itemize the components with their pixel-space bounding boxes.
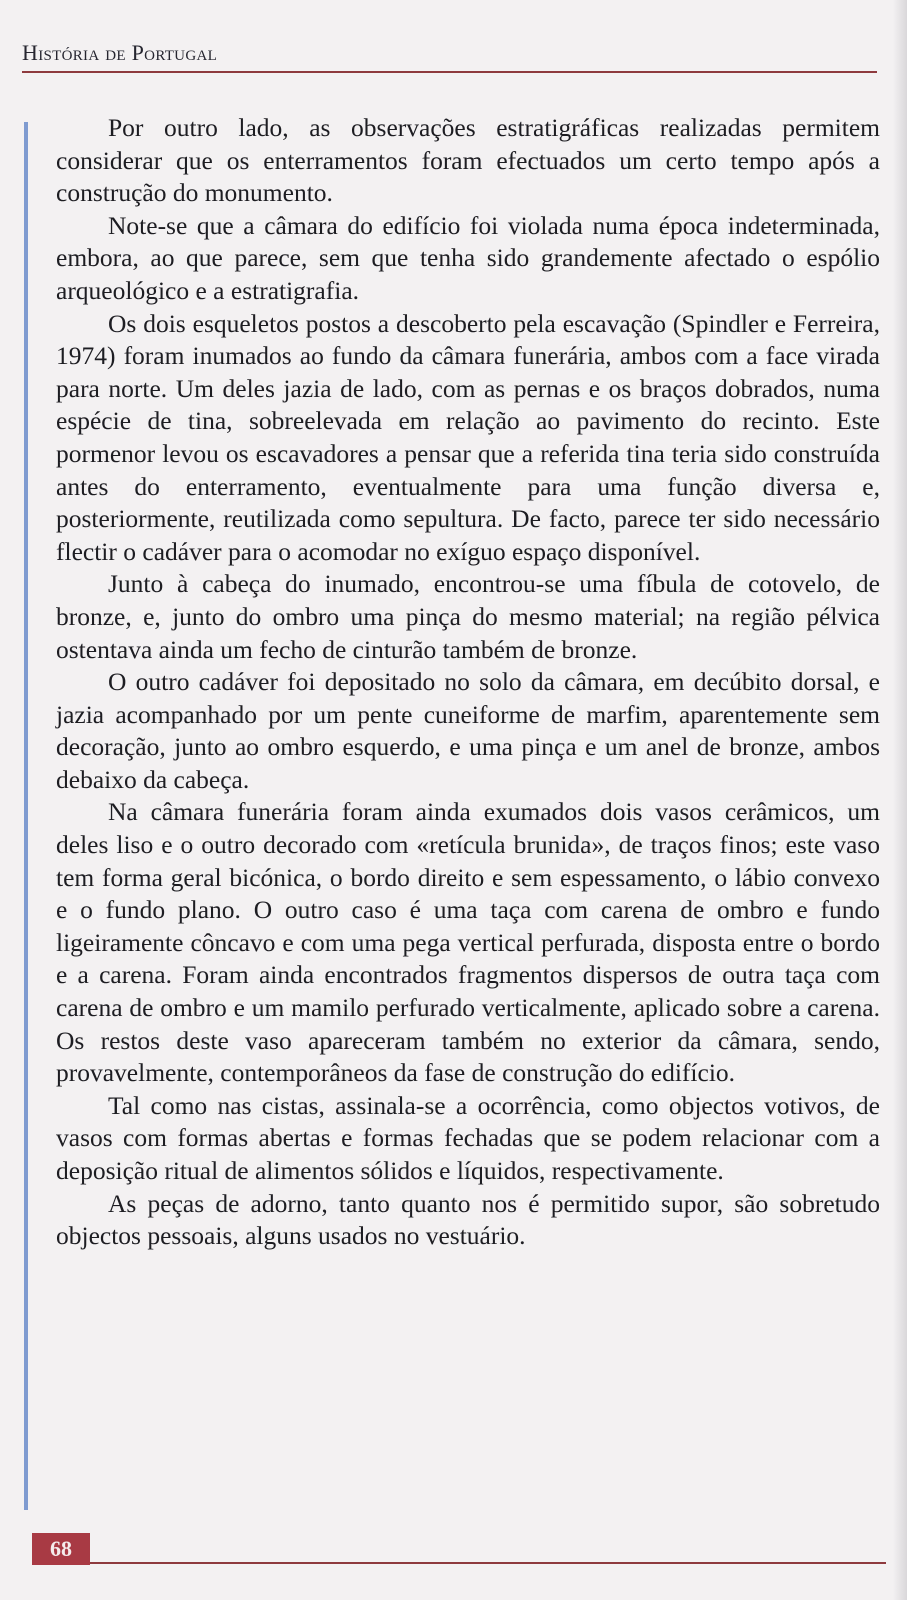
paragraph: Tal como nas cistas, assinala-se a ocorrência, como objectos votivos, de vasos com formas abertas e formas fechadas que se podem relacionar com a deposição ritual de alimentos sólidos e líquidos, respectivamente. bbox=[56, 1090, 880, 1185]
page-edge-shadow bbox=[893, 0, 907, 1600]
paragraph: Note-se que a câmara do edifício foi violada numa época indeterminada, embora, ao que parece, sem que tenha sido grandemente afectado o espólio arqueológico e a estratigrafia. bbox=[56, 210, 880, 305]
paragraph: Na câmara funerária foram ainda exumados dois vasos cerâmicos, um deles liso e o outro decorado com «retícula brunida», de traços finos; este vaso tem forma geral bicónica, o bordo direito e sem espessamento, o lábio convexo e o fundo plano. O outro caso é uma taça com carena de ombro e fundo ligeiramente côncavo e com uma pega vertical perfurada, disposta entre o bordo e a carena. Foram ainda encontrados fragmentos dispersos de outra taça com carena de ombro e um mamilo perfurado verticalmente, aplicado sobre a carena. Os restos deste vaso apareceram também no exterior da câmara, sendo, provavelmente, contemporâneos da fase de construção do edifício. bbox=[56, 797, 880, 1088]
paragraph: O outro cadáver foi depositado no solo da câmara, em decúbito dorsal, e jazia acompanhado por um pente cuneiforme de marfim, aparentemente sem decoração, junto ao ombro esquerdo, e uma pinça e um anel de bronze, ambos debaixo da cabeça. bbox=[56, 667, 880, 794]
margin-bar bbox=[24, 122, 28, 1510]
running-header: História de Portugal bbox=[22, 40, 218, 65]
paragraph: Junto à cabeça do inumado, encontrou-se uma fíbula de cotovelo, de bronze, e, junto do ombro uma pinça do mesmo material; na região pélvica ostentava ainda um fecho de cinturão também de bronze. bbox=[56, 569, 880, 664]
body-text bbox=[56, 112, 880, 1253]
paragraph: Por outro lado, as observações estratigráficas realizadas permitem considerar que os enterramentos foram efectuados um certo tempo após a construção do monumento. bbox=[56, 113, 880, 208]
footer-rule bbox=[90, 1562, 886, 1564]
header-rule bbox=[22, 71, 877, 73]
paragraph: Os dois esqueletos postos a descoberto pela escavação (Spindler e Ferreira, 1974) foram inumados ao fundo da câmara funerária, ambos com a face virada para norte. Um deles jazia de lado, com as pernas e os braços dobrados, numa espécie de tina, sobreelevada em relação ao pavimento do recinto. Este pormenor levou os escavadores a pensar que a referida tina teria sido construída antes do enterramento, eventualmente para uma função diversa e, posteriormente, reutilizada como sepultura. De facto, parece ter sido necessário flectir o cadáver para o acomodar no exíguo espaço disponível. bbox=[56, 308, 880, 566]
paragraph: As peças de adorno, tanto quanto nos é permitido supor, são sobretudo objectos pessoais, alguns usados no vestuário. bbox=[56, 1188, 880, 1251]
page-number: 68 bbox=[32, 1533, 90, 1565]
